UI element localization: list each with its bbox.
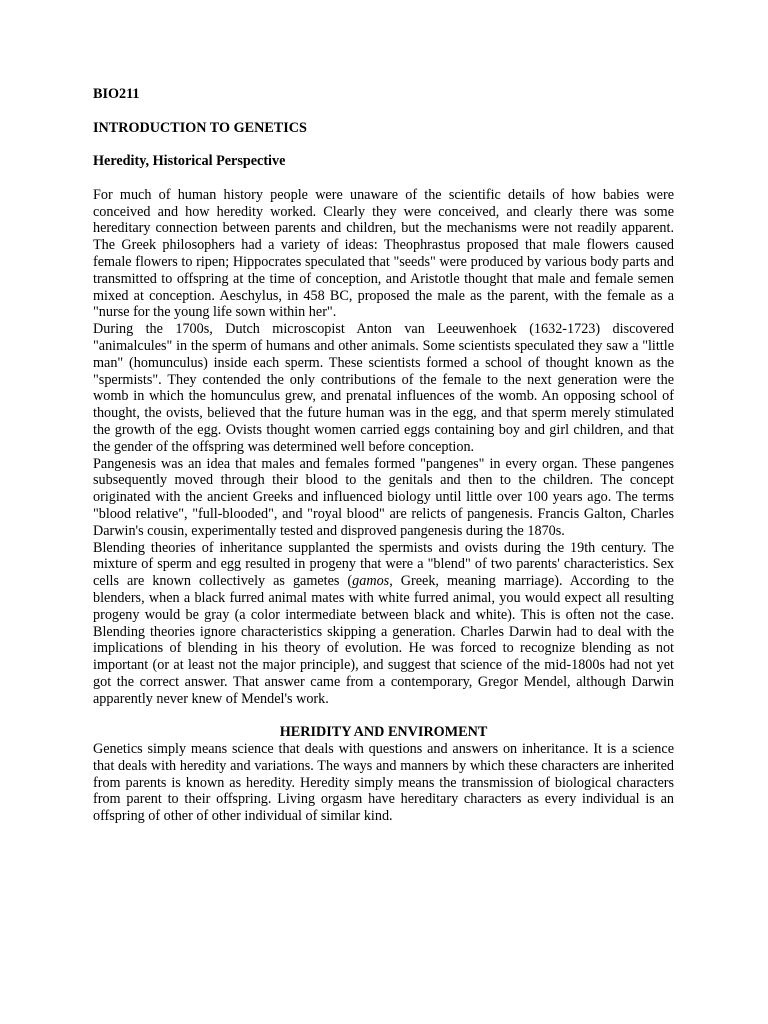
paragraph-genetics-definition: Genetics simply means science that deals with questions and answers on inheritance. It is a science that deals with heredity and variations. The ways and manners by which these characters are inherited from parents is known as heredity. Heredity simply means the transmission of biological characters from parent to their offspring. Living orgasm have hereditary characters as every individual is an offspring of other of other individual of similar kind.	[93, 741, 674, 825]
course-code: BIO211	[93, 86, 140, 102]
blending-text-start: Blending theories of inheritance supplanted the spermists and ovists during the 19th century. The mixture of sperm and egg resulted in progeny that were a "blend" of two parents' characteristics. Sex cells are known collectively as gametes (	[93, 539, 674, 590]
blending-italic-term: gamos	[352, 573, 390, 590]
heredity-environment-heading: HERIDITY AND ENVIROMENT	[279, 724, 488, 741]
paragraph-spermists-ovists: During the 1700s, Dutch microscopist Anton van Leeuwenhoek (1632-1723) discovered "animalcules" in the sperm of humans and other animals. Some scientists speculated they saw a "little man" (homunculus) inside each sperm. These scientists formed a school of thought known as the "spermists". They contended the only contributions of the female to the next generation were the womb in which the homunculus grew, and prenatal influences of the womb. An opposing school of thought, the ovists, believed that the future human was in the egg, and that sperm merely stimulated the growth of the egg. Ovists thought women carried eggs containing boy and girl children, and that the gender of the offspring was determined well before conception.	[93, 321, 674, 455]
paragraph-early-ideas: For much of human history people were unaware of the scientific details of how babies were conceived and how heredity worked. Clearly they were conceived, and clearly there was some hereditary connection between parents and children, but the mechanisms were not readily apparent. The Greek philosophers had a variety of ideas: Theophrastus proposed that male flowers caused female flowers to ripen; Hippocrates speculated that "seeds" were produced by various body parts and transmitted to offspring at the time of conception, and Aristotle thought that male and female semen mixed at conception. Aeschylus, in 458 BC, proposed the male as the parent, with the female as a "nurse for the young life sown within her".	[93, 186, 674, 321]
blending-text-end: , Greek, meaning marriage). According to the blenders, when a black furred animal mates with white furred animal, you would expect all resulting progeny would be gray (a color intermediate between black and white). This is often not the case. Blending theories ignore characteristics skipping a generation. Charles Darwin had to deal with the implications of blending in his theory of evolution. He was forced to recognize blending as not important (or at least not the major principle), and suggest that science of the mid-1800s had not yet got the correct answer. That answer came from a contemporary, Gregor Mendel, although Darwin apparently never knew of Mendel's work.	[93, 573, 674, 707]
document-page	[93, 86, 674, 825]
course-title: INTRODUCTION TO GENETICS	[93, 119, 307, 136]
paragraph-blending	[93, 540, 674, 708]
section-title: Heredity, Historical Perspective	[93, 153, 286, 170]
paragraph-pangenesis: Pangenesis was an idea that males and females formed "pangenes" in every organ. These pangenes subsequently moved through their blood to the genitals and then to the children. The concept originated with the ancient Greeks and influenced biology until little over 100 years ago. The terms "blood relative", "full-blooded", and "royal blood" are relicts of pangenesis. Francis Galton, Charles Darwin's cousin, experimentally tested and disproved pangenesis during the 1870s.	[93, 455, 674, 539]
